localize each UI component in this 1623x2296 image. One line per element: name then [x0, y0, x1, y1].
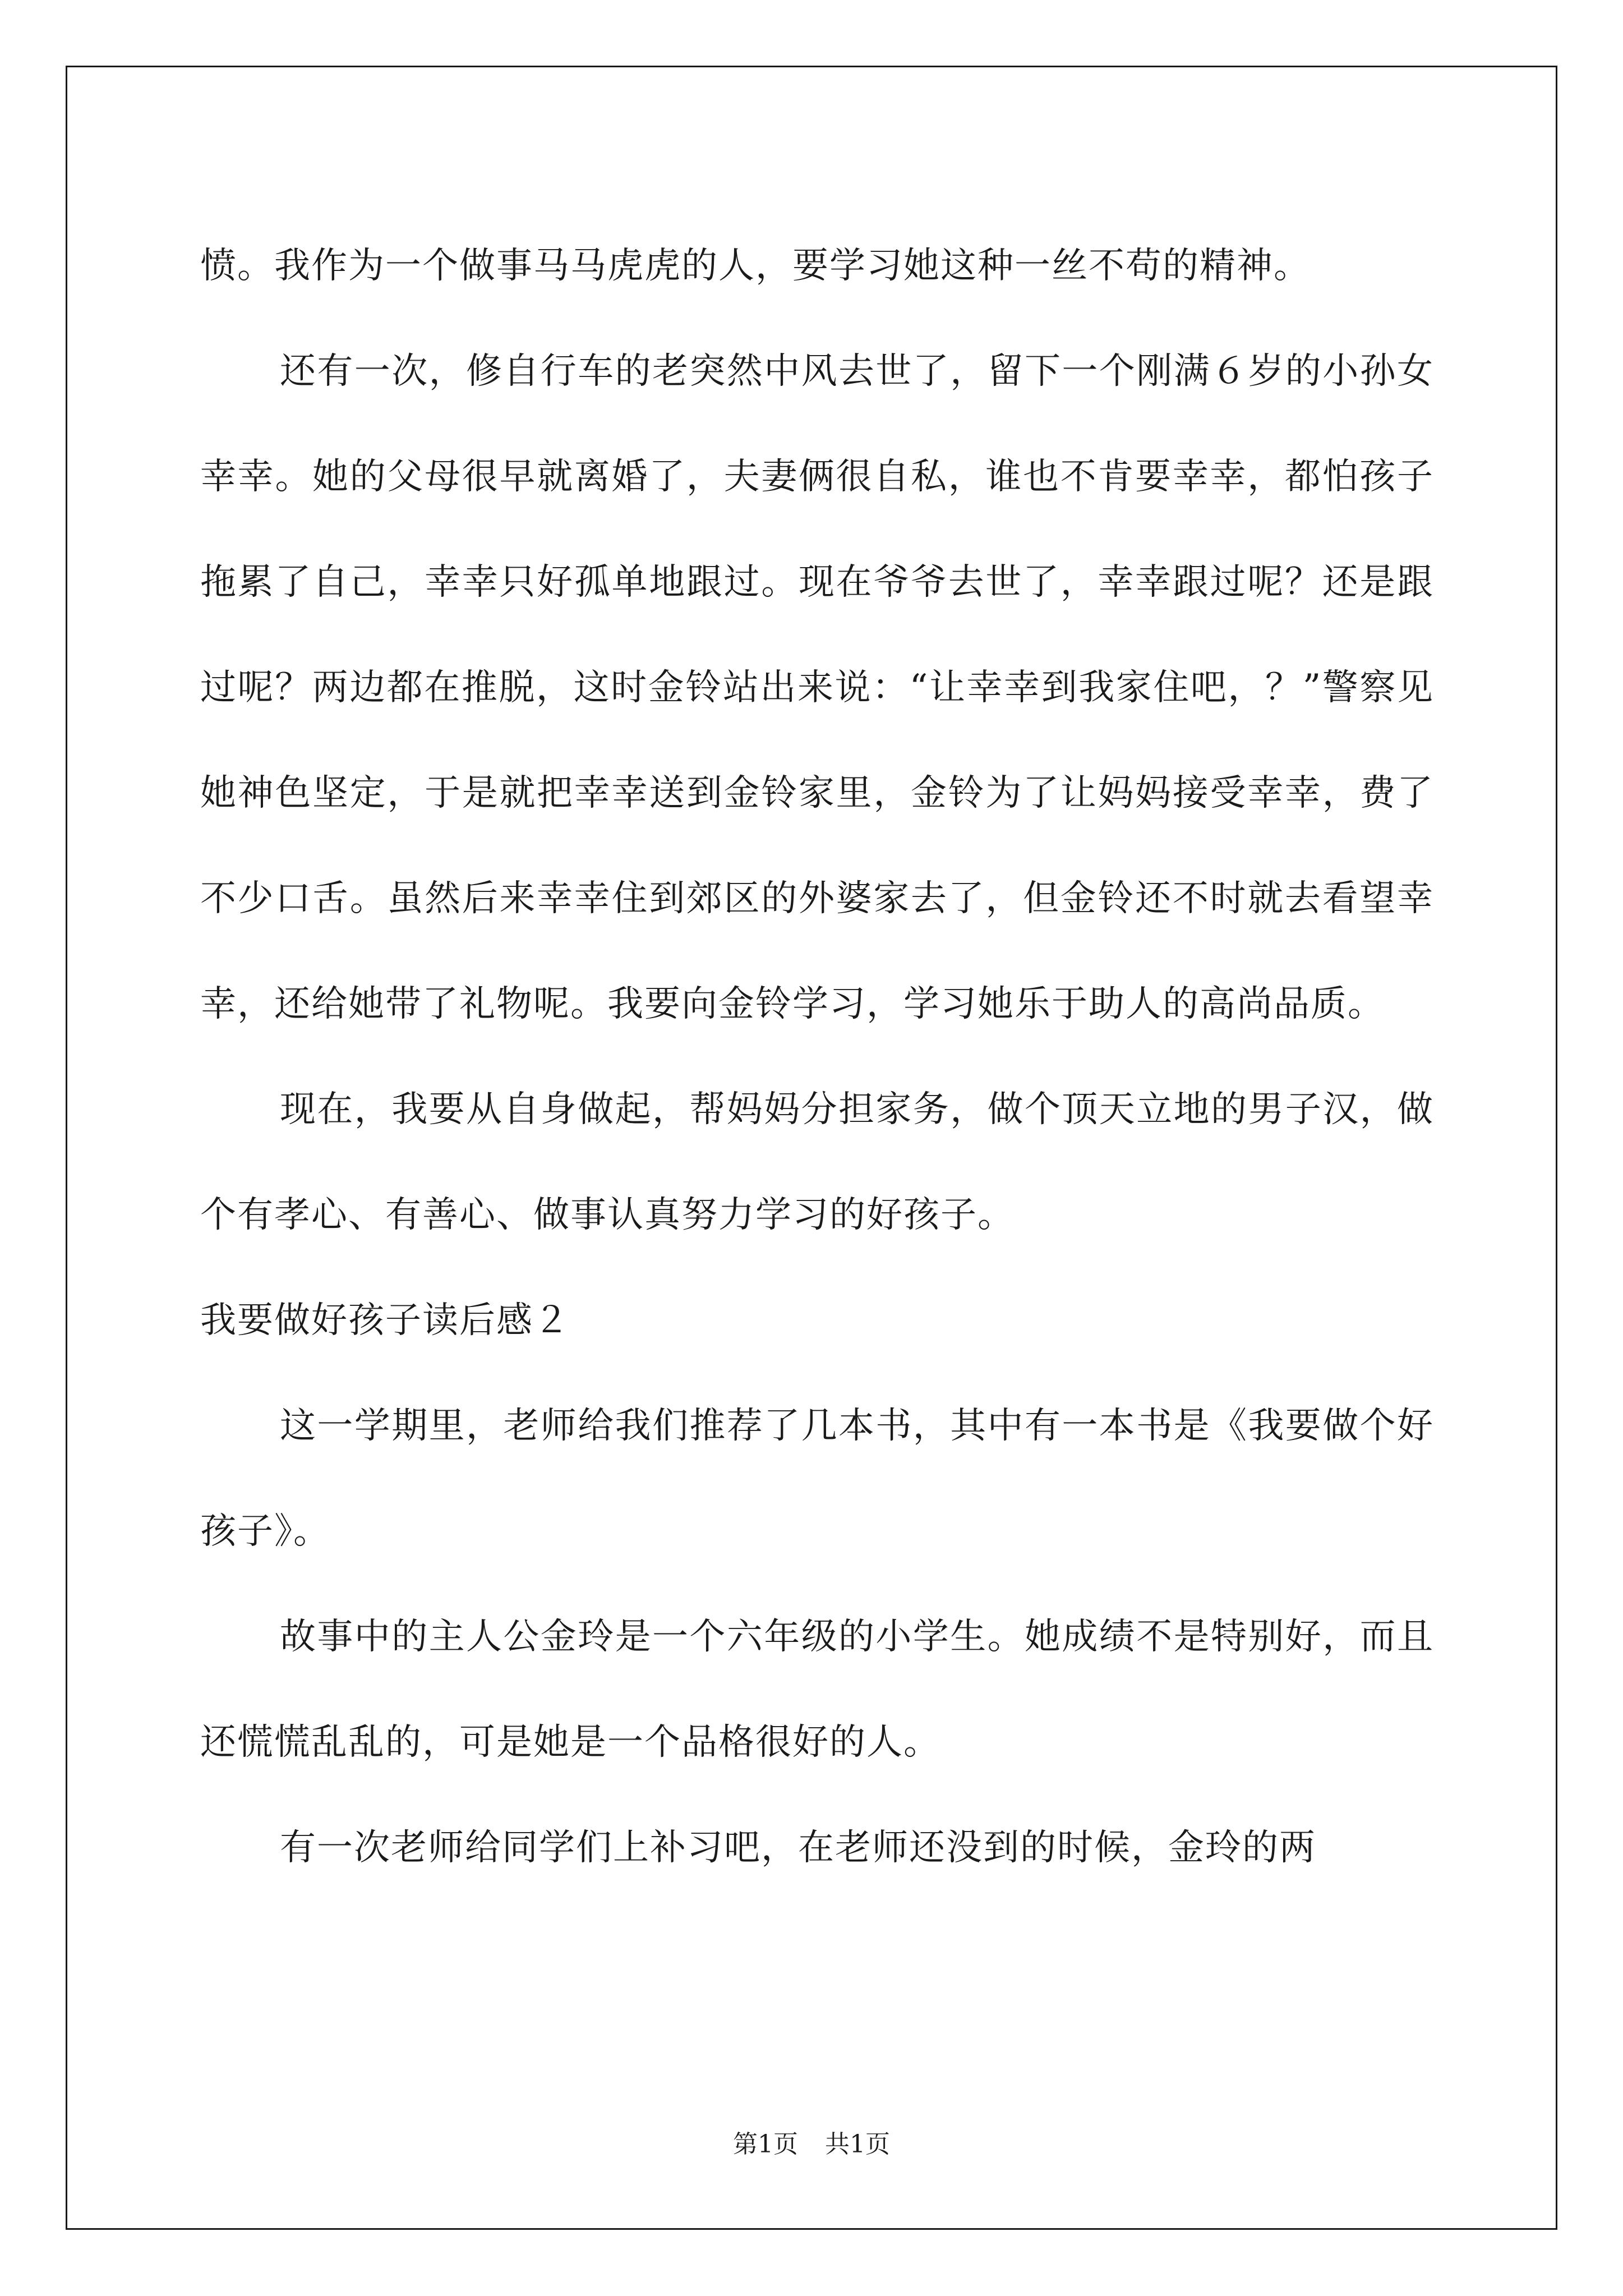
- document-body: [200, 213, 1434, 1901]
- section-heading: 我要做好孩子读后感２: [200, 1300, 570, 1341]
- page-number-current: 第1页: [733, 2130, 798, 2159]
- paragraph-5: 故事中的主人公金玲是一个六年级的小学生。她成绩不是特别好，而且还慌慌乱乱的，可是她是一个品格很好的人。: [200, 1616, 1434, 1763]
- paragraph-1: 愤。我作为一个做事马马虎虎的人，要学习她这种一丝不苟的精神。: [200, 245, 1311, 287]
- paragraph-6: 有一次老师给同学们上补习吧，在老师还没到的时候，金玲的两: [280, 1827, 1316, 1869]
- page-footer: [0, 2128, 1623, 2161]
- paragraph-4: 这一学期里，老师给我们推荐了几本书，其中有一本书是《我要做个好孩子》。: [200, 1405, 1434, 1552]
- paragraph-3: 现在，我要从自身做起，帮妈妈分担家务，做个顶天立地的男子汉，做个有孝心、有善心、做事认真努力学习的好孩子。: [200, 1089, 1434, 1236]
- paragraph-2: 还有一次，修自行车的老突然中风去世了，留下一个刚满６岁的小孙女幸幸。她的父母很早就离婚了，夫妻俩很自私，谁也不肯要幸幸，都怕孩子拖累了自己，幸幸只好孤单地跟过。现在爷爷去世了，幸幸跟过呢？还是跟过呢？两边都在推脱，这时金铃站出来说：“让幸幸到我家住吧，？”警察见她神色坚定，于是就把幸幸送到金铃家里，金铃为了让妈妈接受幸幸，费了不少口舌。虽然后来幸幸住到郊区的外婆家去了，但金铃还不时就去看望幸幸，还给她带了礼物呢。我要向金铃学习，学习她乐于助人的高尚品质。: [200, 351, 1434, 1025]
- page-number-total: 共1页: [825, 2130, 890, 2159]
